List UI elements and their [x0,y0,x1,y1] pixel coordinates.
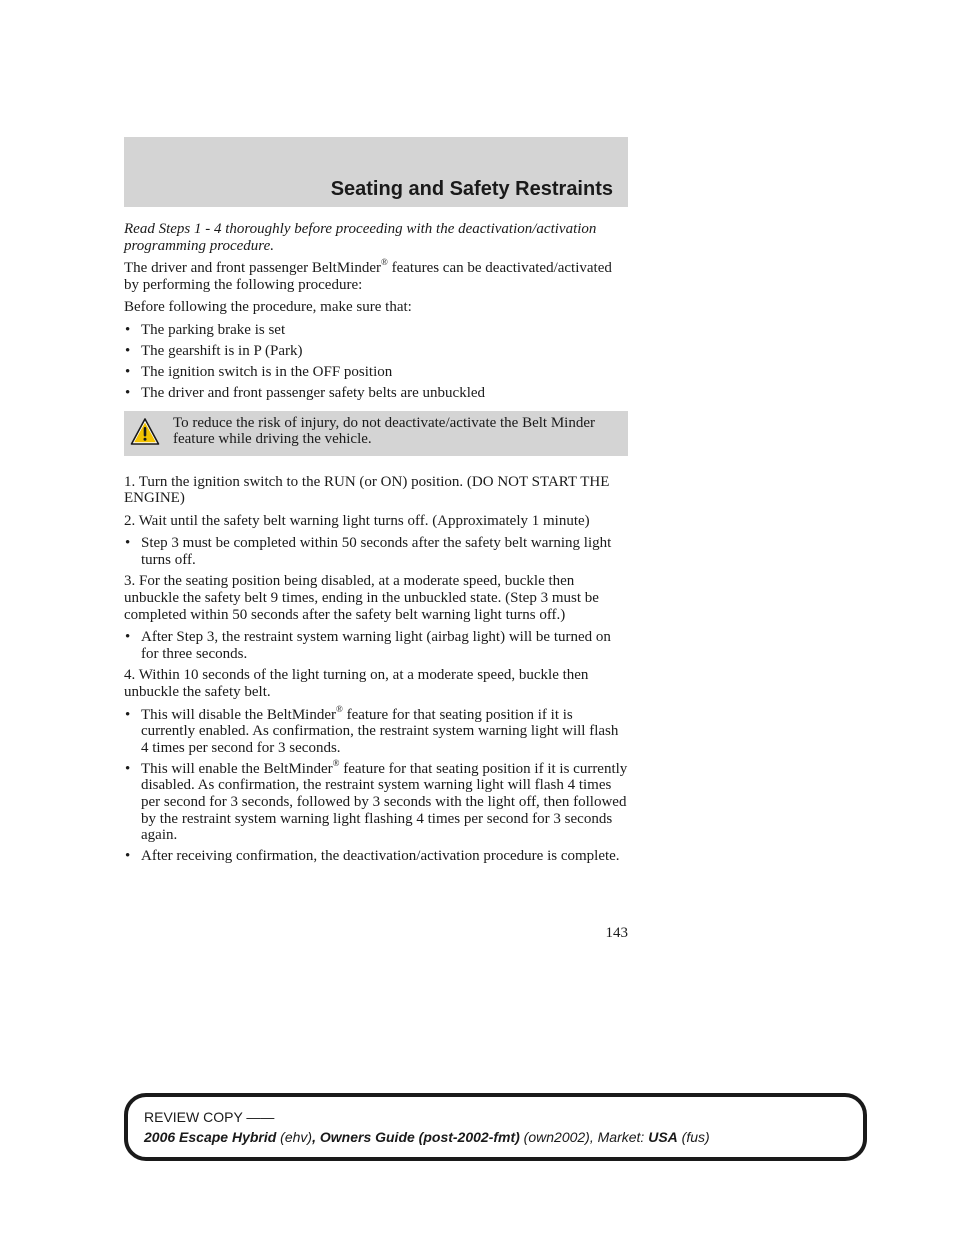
review-copy-label: REVIEW COPY —— [144,1109,275,1125]
step-2-notes [124,535,628,568]
step-1: 1. Turn the ignition switch to the RUN (or ON) position. (DO NOT START THE ENGINE) [124,473,610,507]
list-item: • The ignition switch is in the OFF position [124,364,628,381]
list-item: • The driver and front passenger safety belts are unbuckled [124,385,628,402]
review-copy-footer [124,1093,867,1161]
list-item: • This will enable the BeltMinder® feature for that seating position if it is currently disabled. As confirmation, the restraint system warning light will flash 4 times per second for 3 seconds, followed by 3 seconds with the light off, then followed by the restraint system warning light flashing 4 times per second for 3 seconds again. [124,761,628,844]
section-title: Seating and Safety Restraints [330,178,613,200]
list-item: • This will disable the BeltMinder® feature for that seating position if it is currently enabled. As confirmation, the restraint system warning light will flash 4 times per second for 3 seconds. [124,707,628,757]
step-3-notes [124,629,628,662]
list-item: • Step 3 must be completed within 50 seconds after the safety belt warning light turns off. [124,535,628,568]
step-4: 4. Within 10 seconds of the light turning on, at a moderate speed, buckle then unbuckle the safety belt. [124,667,589,701]
step-3: 3. For the seating position being disabled, at a moderate speed, buckle then unbuckle the safety belt 9 times, ending in the unbuckled state. (Step 3 must be completed within 50 seconds after the safety belt warning light turns off.) [124,573,599,623]
list-item: • The parking brake is set [124,322,628,339]
page-number: 143 [605,925,628,941]
list-item: • After Step 3, the restraint system warning light (airbag light) will be turned on for three seconds. [124,629,628,662]
warning-triangle-icon [130,417,160,447]
document-info: 2006 Escape Hybrid (ehv), Owners Guide (post-2002-fmt) (own2002), Market: USA (fus) [144,1129,710,1145]
intro-paragraph: The driver and front passenger BeltMinder® features can be deactivated/activated by performing the following procedure: [124,257,612,293]
section-header-band [124,137,628,207]
step-2: 2. Wait until the safety belt warning light turns off. (Approximately 1 minute) [124,512,590,529]
list-item: • The gearshift is in P (Park) [124,343,628,360]
checklist [124,322,628,402]
warning-text: To reduce the risk of injury, do not deactivate/activate the Belt Minder feature while driving the vehicle. [173,414,595,448]
warning-box [124,411,628,456]
page-content [124,221,628,870]
step-4-notes [124,703,628,865]
registered-mark: ® [381,257,388,268]
list-item: • After receiving confirmation, the deactivation/activation procedure is complete. [124,848,628,865]
checklist-intro: Before following the procedure, make sure that: [124,299,412,316]
intro-note: Read Steps 1 - 4 thoroughly before proceeding with the deactivation/activation programming procedure. [124,221,597,254]
